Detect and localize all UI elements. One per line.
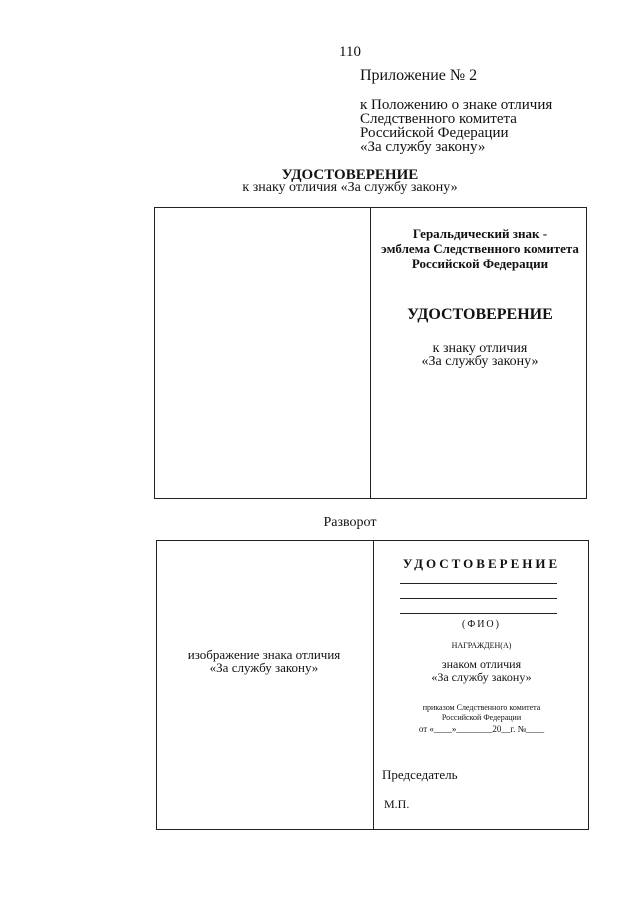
order-text-line2: Российской Федерации [441,713,522,722]
appendix-title: Приложение № 2 [360,67,478,84]
spread-title: УДОСТОВЕРЕНИЕ [402,556,561,571]
fill-line-3 [400,613,557,614]
appendix-reference: к Положению о знаке отличия Следственного комитета Российской Федерации «За службу закону» [360,97,553,155]
badge-image-caption-line2: «За службу закону» [209,660,319,675]
award-text-line1: знаком отличия [441,657,522,671]
certificate-title: УДОСТОВЕРЕНИЕ [281,167,419,183]
order-text-line1: приказом Следственного комитета [422,703,541,712]
page-number: 110 [339,44,361,60]
award-text-line2: «За службу закону» [431,670,532,684]
cover-subtitle-line2: «За службу закону» [421,354,539,369]
fill-line-1 [400,583,557,584]
fio-label: (ФИО) [461,619,501,630]
cover-subtitle-line1: к знаку отличия [432,341,528,356]
order-date: от «____»________20__г. №____ [418,724,545,734]
award-text [390,658,573,684]
spread-label: Разворот [323,515,377,530]
badge-image-caption [156,648,372,674]
order-text [390,703,573,723]
cover-title: УДОСТОВЕРЕНИЕ [407,306,553,323]
chairman-label: Председатель [382,767,458,782]
badge-image-caption-line1: изображение знака отличия [187,647,341,662]
cover-emblem-text: Геральдический знак - эмблема Следственного комитета Российской Федерации [381,226,579,271]
fill-line-2 [400,598,557,599]
stamp-label: М.П. [384,797,410,811]
spread-divider [373,541,374,829]
certificate-subtitle: к знаку отличия «За службу закону» [242,180,458,195]
awarded-label: НАГРАЖДЕН(А) [451,641,512,650]
cover-subtitle [370,342,590,368]
